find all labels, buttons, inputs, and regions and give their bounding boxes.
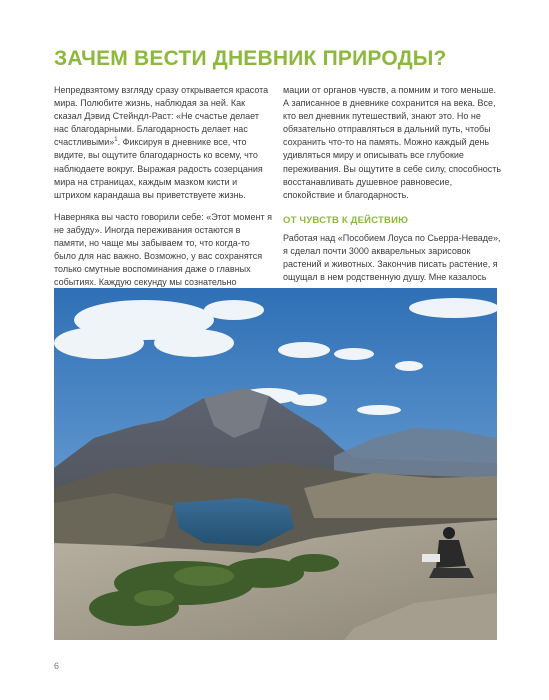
mountain-lake-photo [54, 288, 497, 640]
page-title: ЗАЧЕМ ВЕСТИ ДНЕВНИК ПРИРОДЫ? [54, 47, 447, 70]
paragraph-text: Непредвзятому взгляду сразу открывается красота мира. Полюбите жизнь, наблюдая за ней. Как сказал Дэвид Стейндл-Раст: «Не счастье делает нас благодарными. Благодарность делает нас счастливыми» [54, 85, 269, 148]
paragraph: Работая над «Пособием Лоуса по Сьерра-Неваде», я сделал почти 3000 акварельных зарисовок растений и животных. Закончив писать растение, я ощущал в нем родственную душу. Мне казалось [283, 232, 501, 283]
paragraph: Наверняка вы часто говорили себе: «Этот момент я не забуду». Иногда переживания остаются в памяти, но чаще мы забываем то, что когда-то было для нас важно. Возможно, у вас сохранятся только смутные воспоминания даже о главных событиях. Каждую секунду мы сознательно [54, 211, 272, 288]
section-subheading: ОТ ЧУВСТВ К ДЕЙСТВИЮ [283, 214, 409, 226]
paragraph-text: . Фиксируя в дневнике все, что видите, вы ощутите благодарность ко всему, что наблюдаете вокруг. Выражая радость созерцания мира на страницах, каждым мазком кисти и штрихом карандаша вы приветствуете жизнь. [54, 137, 263, 200]
left-text-column [54, 84, 274, 312]
paragraph: мации от органов чувств, а помним и того меньше. А записанное в дневнике сохранится на века. Все, кто вел дневник путешествий, знают это. Но не обязательно отправляться в дальний путь, чтобы сохранить что-то на память. Можно каждый день удивляться миру и описывать все глубокие переживания. Вы ощутите в себе силу, способность восстанавливать душевное равновесие, спокойствие и благодарность. [283, 85, 502, 200]
paragraph [54, 84, 274, 202]
right-text-column [283, 84, 503, 306]
footnote-marker: 1 [114, 137, 118, 144]
page-number: 6 [54, 661, 60, 671]
